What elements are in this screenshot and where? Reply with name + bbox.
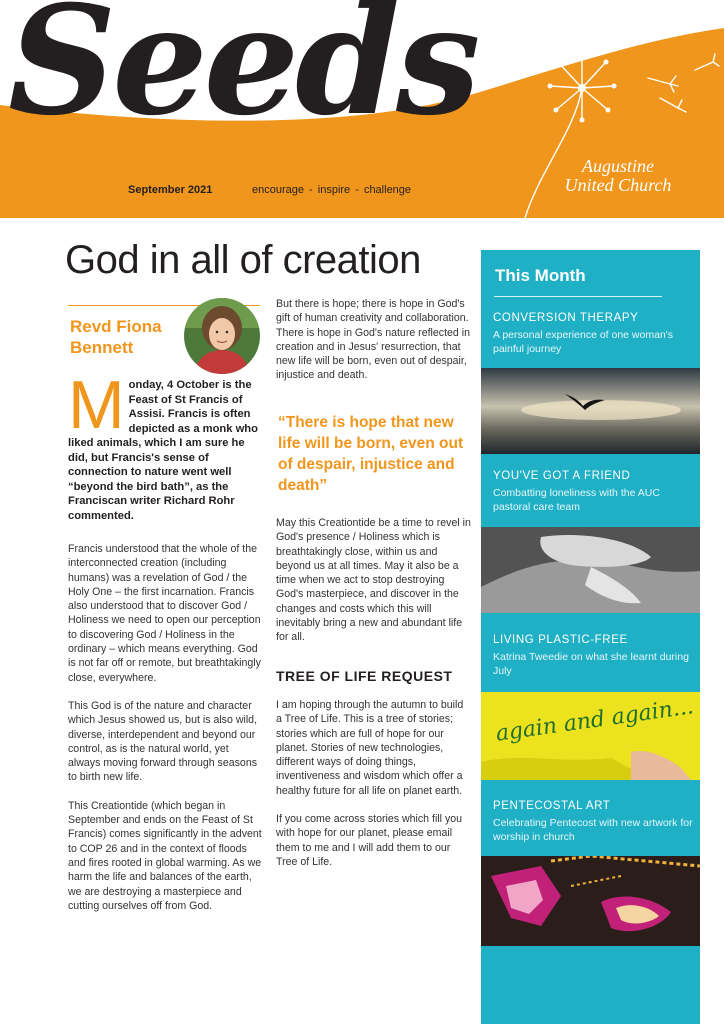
sidebar-item-desc: A personal experience of one woman's painful journey: [493, 329, 674, 355]
paragraph: May this Creationtide be a time to revel in God's presence / Holiness which is breathtakingly close, within us and beyond us at all times. May it also be a time when we act to stop destroying God's masterpiece, and discover in the changes and costs which this will inevitably bring a new and abundant life for all.: [276, 517, 471, 644]
sidebar-item-desc: Combatting loneliness with the AUC pastoral care team: [493, 487, 660, 513]
embroidery-banner-image: [481, 692, 700, 780]
paragraph: If you come across stories which fill you with hope for our planet, please email them to me and I will add them to our Tree of Life.: [276, 813, 463, 868]
sidebar-divider: [494, 296, 662, 297]
sidebar-item-conversion-therapy[interactable]: [493, 312, 693, 356]
author-avatar: [184, 298, 260, 374]
masthead-title: Seeds: [8, 0, 477, 149]
church-name-line1: Augustine: [582, 156, 654, 176]
hands-image: [481, 527, 700, 613]
sidebar-item-living-plastic-free[interactable]: [493, 634, 693, 678]
this-month-sidebar: [481, 250, 700, 1024]
article-column-2c: [276, 698, 472, 883]
article-column-2: [276, 297, 472, 397]
church-name-line2: United Church: [564, 175, 672, 195]
sidebar-item-heading: CONVERSION THERAPY: [493, 312, 639, 324]
sidebar-item-heading: YOU'VE GOT A FRIEND: [493, 470, 631, 482]
sidebar-item-heading: LIVING PLASTIC-FREE: [493, 634, 628, 646]
tagline: encourage - inspire - challenge: [252, 184, 412, 196]
sidebar-item-youve-got-a-friend[interactable]: [493, 470, 693, 514]
paragraph: This God is of the nature and character which Jesus showed us, but is also wild, diverse, interdependent and beyond our control, as is the natural world, yet always moving forward through seasons to birth new life.: [68, 699, 258, 784]
pull-quote: “There is hope that new life will be born, even out of despair, injustice and death”: [278, 414, 464, 494]
article-headline: God in all of creation: [65, 238, 421, 282]
author-name-line2: Bennett: [70, 338, 134, 357]
sidebar-title: This Month: [495, 266, 586, 285]
article-intro: [68, 367, 264, 523]
paragraph: I am hoping through the autumn to build a Tree of Life. This is a tree of stories; stories which are full of hope for our planet. Stories of new technologies, different ways of doing things, inventiveness and wisdom which offer a healthy future for all life on planet earth.: [276, 699, 464, 797]
author-name-line1: Revd Fiona: [70, 317, 162, 336]
church-name: [548, 157, 688, 195]
paragraph: But there is hope; there is hope in God's gift of human creativity and collaboration. There is hope in God's nature reflected in creation and in Jesus' resurrection, that new life will be born, even out of despair, injustice and death.: [276, 298, 470, 382]
article-column-2b: [276, 516, 472, 659]
masthead-header: [0, 0, 724, 218]
paragraph: This Creationtide (which began in September and ends on the Feast of St Francis) comes significantly in the advent to COP 26 and in the context of floods and fires rooted in global warming. As we harm the life and balances of the earth, we are destroying a masterpiece and cutting ourselves off from God.: [68, 799, 262, 912]
intro-text: onday, 4 October is the Feast of St Francis of Assisi. Francis is often depicted as a monk who liked animals, which I am sure he did, but Francis's sense of connection to nature went well “beyond the bird bath”, as the Franciscan writer Richard Rohr commented.: [68, 379, 258, 522]
sidebar-item-heading: PENTECOSTAL ART: [493, 800, 611, 812]
issue-date: September 2021: [128, 184, 213, 196]
pentecost-art-image: [481, 856, 700, 946]
author-name: [70, 316, 162, 358]
section-subhead: TREE OF LIFE REQUEST: [276, 668, 453, 684]
sidebar-item-desc: Celebrating Pentecost with new artwork for worship in church: [493, 817, 693, 843]
sidebar-item-desc: Katrina Tweedie on what she learnt during July: [493, 651, 689, 677]
article-column-1: [68, 542, 262, 927]
sky-bird-image: [481, 368, 700, 454]
banner-text: again and again...: [494, 694, 696, 747]
sidebar-item-pentecostal-art[interactable]: [493, 800, 693, 844]
paragraph: Francis understood that the whole of the interconnected creation (including humans) was a revelation of God / the Holy One – the first incarnation. Francis also understood that to discover God / Holiness we need to open our perception to discovering God / Holiness in the ordinary – which means everything. God is not far off or remote, but breathtakingly close, everywhere.: [68, 543, 261, 684]
drop-cap: M: [68, 367, 125, 443]
